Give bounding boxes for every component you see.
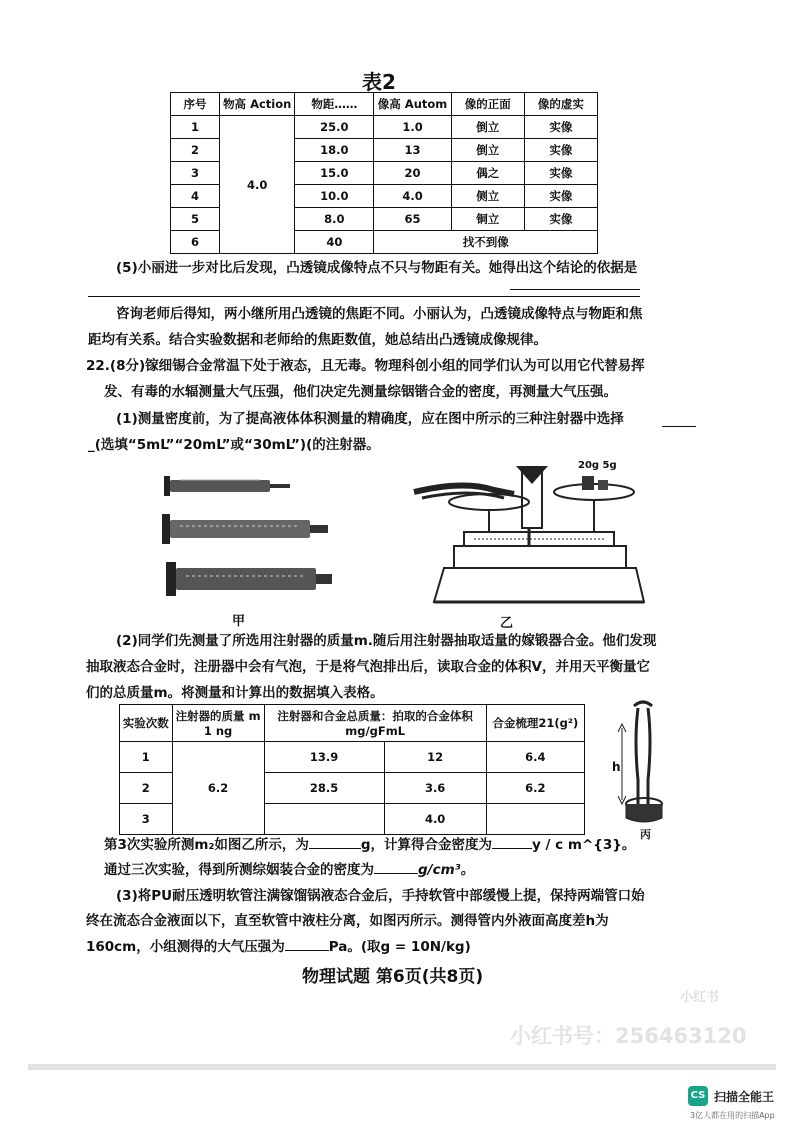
cell: 2 bbox=[171, 139, 220, 162]
scanner-brand-name: 扫描全能王 bbox=[714, 1090, 775, 1104]
col-header: 物高 Action bbox=[220, 93, 295, 116]
syringes-figure bbox=[150, 468, 350, 618]
cell: 4.0 bbox=[384, 804, 486, 835]
col-header: 序号 bbox=[171, 93, 220, 116]
q22-p2-line1: (2)同学们先测量了所选用注射器的质量m.随后用注射器抽取适量的嫁锻器合金。他们发现 bbox=[116, 633, 657, 649]
col-header: 像的虚实 bbox=[524, 93, 597, 116]
syringe-small-icon bbox=[164, 476, 290, 496]
page-footer: 物理试题 第6页(共8页) bbox=[302, 967, 484, 987]
syringe-large-icon bbox=[166, 562, 332, 596]
cell: 3 bbox=[120, 804, 173, 835]
cell: 20 bbox=[374, 162, 451, 185]
col-header: 注射器和合金总质量：拍取的合金体积mg/gFmL bbox=[264, 705, 486, 742]
col-header: 像的正面 bbox=[451, 93, 524, 116]
cell: 1.0 bbox=[374, 116, 451, 139]
q22-intro2: 发、有毒的水辐测量大气压强，他们决定先测量综铟锴合金的密度，再测量大气压强。 bbox=[104, 384, 617, 400]
watermark-id: 小红书号：256463120 bbox=[510, 1024, 747, 1048]
cell: 40 bbox=[295, 231, 374, 254]
scanner-logo: CS bbox=[688, 1086, 708, 1106]
footer-divider bbox=[28, 1064, 776, 1070]
q22-p1-line1: (1)测量密度前，为了提高液体体积测量的精确度，应在图中所示的三种注射器中选择 bbox=[116, 411, 624, 427]
cell: 3 bbox=[171, 162, 220, 185]
cell: 2 bbox=[120, 773, 173, 804]
answer-line bbox=[88, 296, 640, 297]
cell: 28.5 bbox=[264, 773, 384, 804]
q5-line3: 距均有关系。结合实验数据和老师给的焦距数值，她总结出凸透镜成像规律。 bbox=[88, 332, 547, 348]
cell: 偶之 bbox=[451, 162, 524, 185]
table2-title: 表2 bbox=[362, 70, 396, 94]
table-row bbox=[171, 116, 598, 139]
cell: 8.0 bbox=[295, 208, 374, 231]
cell: 3.6 bbox=[384, 773, 486, 804]
cell: 倒立 bbox=[451, 139, 524, 162]
cell: 实像 bbox=[524, 185, 597, 208]
answer-blank bbox=[309, 848, 361, 849]
table-header-row bbox=[171, 93, 598, 116]
answer-blank bbox=[374, 873, 418, 874]
cell: 10.0 bbox=[295, 185, 374, 208]
q5-line2: 咨询老师后得知，两小继所用凸透镜的焦距不同。小丽认为，凸透镜成像特点与物距和焦 bbox=[116, 306, 643, 322]
figure-label-yi: 乙 bbox=[500, 616, 514, 631]
cell: 12 bbox=[384, 742, 486, 773]
figure-label-h: h bbox=[612, 760, 621, 774]
cell: 1 bbox=[120, 742, 173, 773]
col-header: 注射器的质量 m 1 ng bbox=[172, 705, 264, 742]
cell-syringe-mass: 6.2 bbox=[172, 742, 264, 835]
col-header: 像高 Autom bbox=[374, 93, 451, 116]
cell: 6 bbox=[171, 231, 220, 254]
answer-blank bbox=[285, 950, 329, 951]
cell: 侧立 bbox=[451, 185, 524, 208]
syringe-medium-icon bbox=[162, 514, 328, 544]
col-header: 合金梳理21(g²) bbox=[486, 705, 584, 742]
table2 bbox=[170, 92, 598, 254]
balance-figure bbox=[404, 462, 654, 607]
q22-answer-line2: 通过三次实验，得到所测综姻装合金的密度为 g/cm³。 bbox=[104, 862, 475, 878]
balance-weights-label: 20g 5g bbox=[578, 460, 617, 471]
answer-blank bbox=[662, 426, 696, 427]
cell: 倒立 bbox=[451, 116, 524, 139]
cell bbox=[486, 804, 584, 835]
cell-note: 找不到像 bbox=[374, 231, 598, 254]
figure-label-jia: 甲 bbox=[232, 614, 246, 629]
q22-p3-line2: 终在流态合金液面以下，直至软管中液柱分离，如图丙所示。测得管内外液面高度差h为 bbox=[86, 913, 609, 929]
cell: 实像 bbox=[524, 162, 597, 185]
q22-p2-line2: 抽取液态合金时，注册器中会有气泡，于是将气泡排出后，读取合金的体积V，并用天平衡量它 bbox=[86, 659, 650, 675]
cell: 6.4 bbox=[486, 742, 584, 773]
cell: 18.0 bbox=[295, 139, 374, 162]
cell: 实像 bbox=[524, 139, 597, 162]
cell: 15.0 bbox=[295, 162, 374, 185]
cell-object-height: 4.0 bbox=[220, 116, 295, 254]
q22-p2-line3: 们的总质量m。将测量和计算出的数据填入表格。 bbox=[86, 685, 384, 701]
cell: 4.0 bbox=[374, 185, 451, 208]
table-row bbox=[120, 742, 585, 773]
col-header: 实验次数 bbox=[120, 705, 173, 742]
cell: 6.2 bbox=[486, 773, 584, 804]
table3 bbox=[119, 704, 585, 835]
col-header: 物距…… bbox=[295, 93, 374, 116]
cell: 13 bbox=[374, 139, 451, 162]
cell: 4 bbox=[171, 185, 220, 208]
scanner-tagline: 3亿人都在用的扫描App bbox=[690, 1111, 775, 1120]
cell: 实像 bbox=[524, 116, 597, 139]
cell: 铜立 bbox=[451, 208, 524, 231]
q22-p1-line2: _(选填“5mL”“20mL”或“30mL”)(的注射器。 bbox=[88, 437, 380, 453]
answer-blank bbox=[492, 848, 532, 849]
table-header-row bbox=[120, 705, 585, 742]
cell: 13.9 bbox=[264, 742, 384, 773]
answer-blank bbox=[510, 289, 640, 290]
q22-intro1: 22.(8分)镓细锡合金常温下处于液态，且无毒。物理科创小组的同学们认为可以用它代替易挥 bbox=[86, 358, 645, 374]
cell: 1 bbox=[171, 116, 220, 139]
cell: 65 bbox=[374, 208, 451, 231]
cell: 25.0 bbox=[295, 116, 374, 139]
cell bbox=[264, 804, 384, 835]
cell: 5 bbox=[171, 208, 220, 231]
q22-answer-line1: 第3次实验所测m₂如图乙所示，为 g，计算得合金密度为 y / c m^{3}。 bbox=[104, 837, 636, 853]
q5-line1: (5)小丽进一步对比后发现，凸透镜成像特点不只与物距有关。她得出这个结论的依据是 bbox=[116, 260, 638, 276]
watermark-small: 小红书 bbox=[680, 990, 720, 1005]
q22-p3-line3: 160cm，小组测得的大气压强为 Pa。(取g = 10N/kg) bbox=[86, 939, 471, 955]
figure-label-bing: 丙 bbox=[640, 828, 651, 841]
q22-p3-line1: (3)将PU耐压透明软管注满镓馏锅液态合金后，手持软管中部缓慢上提，保持两端管口始 bbox=[116, 888, 645, 904]
cell: 实像 bbox=[524, 208, 597, 231]
